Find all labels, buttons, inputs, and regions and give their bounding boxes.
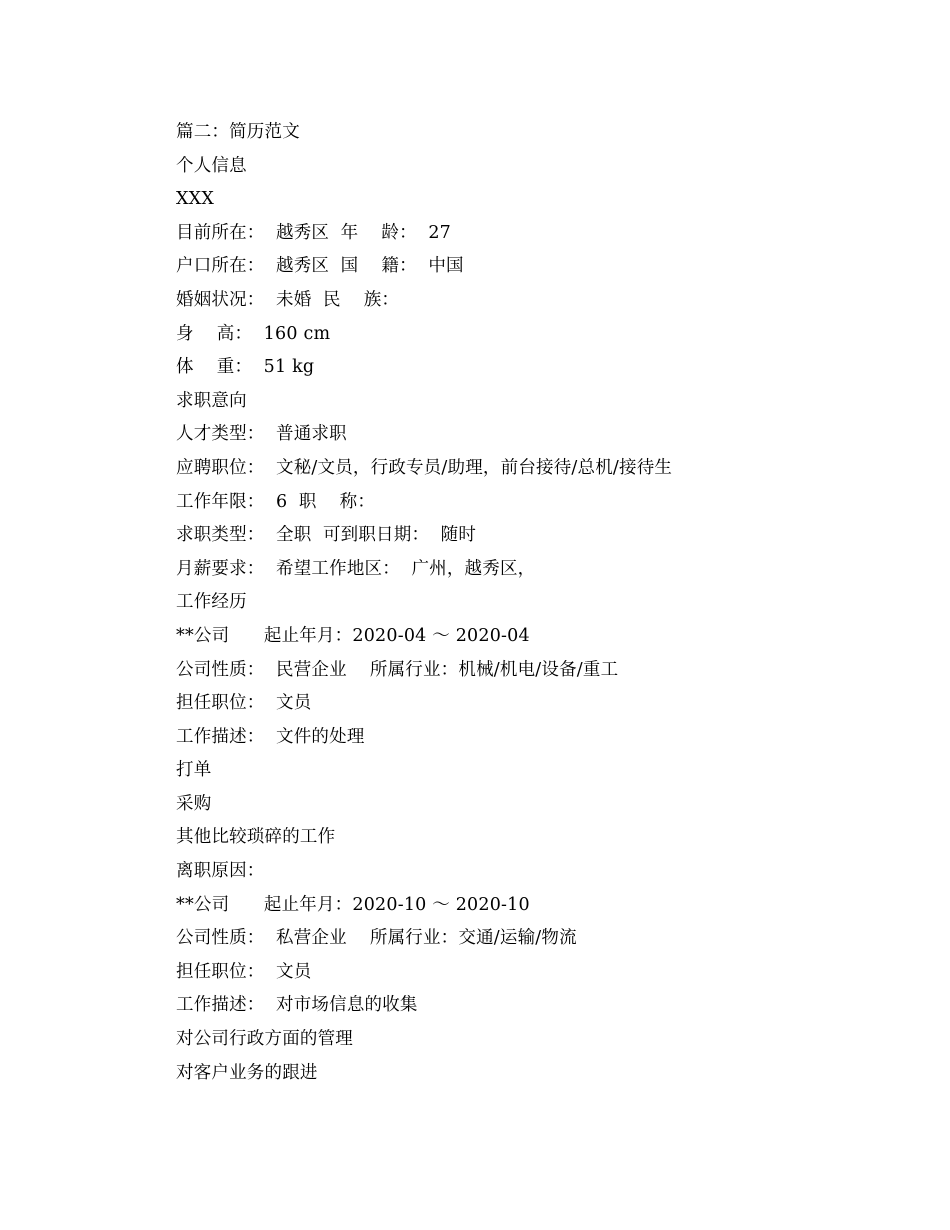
info-line-positions: 应聘职位： 文秘/文员，行政专员/助理，前台接待/总机/接待生 [176,457,673,478]
info-line-job-type: 求职类型： 全职 可到职日期： 随时 [176,525,477,546]
info-line-location-age: 目前所在： 越秀区 年 龄： 27 [176,222,451,243]
job1-nature-industry: 公司性质： 民营企业 所属行业：机械/机电/设备/重工 [176,659,619,680]
info-line-marital-ethnicity: 婚姻状况： 未婚 民 族： [176,289,400,310]
job2-nature-industry: 公司性质： 私营企业 所属行业：交通/运输/物流 [176,928,577,949]
info-line-weight: 体 重： 51 kg [176,357,315,378]
job2-duty: 对公司行政方面的管理 [176,1029,353,1050]
info-line-salary-region: 月薪要求： 希望工作地区： 广州，越秀区， [176,558,536,579]
info-line-height: 身 高： 160 cm [176,323,331,344]
info-line-years-title: 工作年限： 6 职 称： [176,491,376,512]
section-title: 篇二：简历范文 [176,122,300,142]
job1-duty: 采购 [176,793,212,814]
document-body [176,116,672,1090]
job2-company-dates: **公司 起止年月：2020-10 ～ 2020-10 [176,894,530,915]
section-heading-job-intention: 求职意向 [176,390,247,411]
job1-duty: 其他比较琐碎的工作 [176,827,336,848]
job2-position: 担任职位： 文员 [176,961,312,982]
job2-description: 工作描述： 对市场信息的收集 [176,995,418,1016]
name-text: XXX [176,189,214,210]
job1-leave-reason: 离职原因： [176,861,265,882]
job1-duty: 打单 [176,760,212,781]
section-heading-personal-info: 个人信息 [176,155,247,176]
job1-description: 工作描述： 文件的处理 [176,726,365,747]
section-heading-work-experience: 工作经历 [176,592,247,613]
info-line-hukou-nationality: 户口所在： 越秀区 国 籍： 中国 [176,256,464,277]
job1-company-dates: **公司 起止年月：2020-04 ～ 2020-04 [176,625,530,646]
info-line-talent-type: 人才类型： 普通求职 [176,424,347,445]
job1-position: 担任职位： 文员 [176,693,312,714]
job2-duty: 对客户业务的跟进 [176,1062,318,1083]
